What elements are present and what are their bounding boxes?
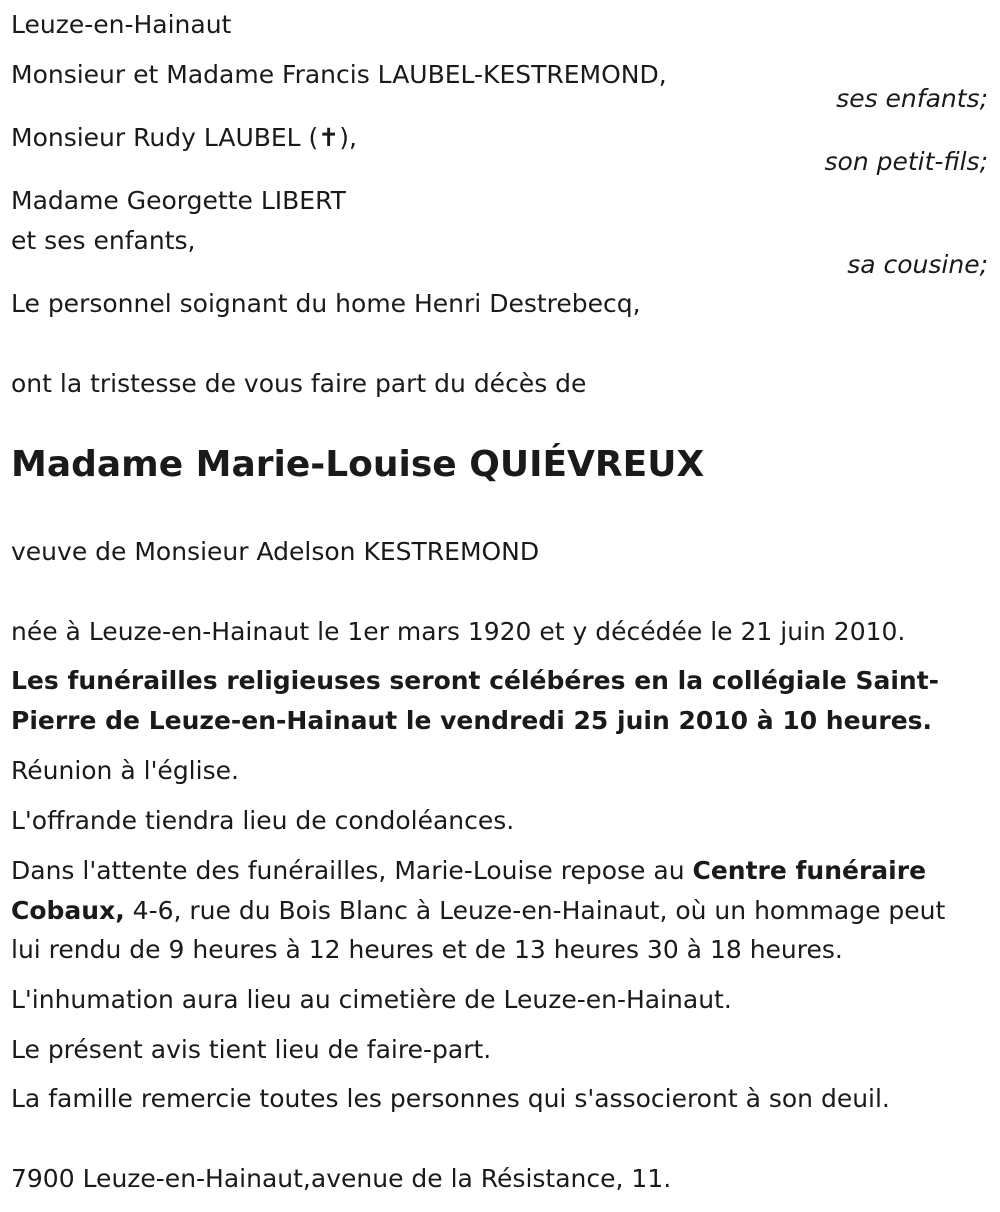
family-member-cousin-line2: et ses enfants, bbox=[11, 226, 196, 255]
family-role-grandson: son petit-fils; bbox=[824, 147, 988, 176]
family-member-care-staff: Le personnel soignant du home Henri Destrebecq, bbox=[11, 289, 641, 318]
repose-text-line1-plain: Dans l'attente des funérailles, Marie-Louise repose au bbox=[11, 856, 693, 885]
family-role-children: ses enfants; bbox=[836, 84, 988, 113]
funeral-center-name: Centre funéraire bbox=[692, 856, 927, 885]
family-member-cousin: Madame Georgette LIBERT bbox=[11, 186, 346, 215]
repose-text-line2 bbox=[11, 896, 945, 926]
widow-of-text: veuve de Monsieur Adelson KESTREMOND bbox=[11, 537, 540, 566]
funeral-text-line2: Pierre de Leuze-en-Hainaut le vendredi 25 juin 2010 à 10 heures. bbox=[11, 706, 933, 735]
notice-text: Le présent avis tient lieu de faire-part. bbox=[11, 1035, 492, 1064]
family-member-grandson: Monsieur Rudy LAUBEL (✝), bbox=[11, 123, 357, 152]
funeral-text-line1: Les funérailles religieuses seront célébéres en la collégiale Saint- bbox=[11, 666, 940, 695]
meeting-text: Réunion à l'église. bbox=[11, 756, 239, 785]
family-role-cousin: sa cousine; bbox=[847, 250, 988, 279]
birth-death-text: née à Leuze-en-Hainaut le 1er mars 1920 et y décédée le 21 juin 2010. bbox=[11, 617, 906, 646]
deceased-name: Madame Marie-Louise QUIÉVREUX bbox=[11, 444, 705, 485]
burial-text: L'inhumation aura lieu au cimetière de Leuze-en-Hainaut. bbox=[11, 985, 732, 1014]
family-address: 7900 Leuze-en-Hainaut,avenue de la Résistance, 11. bbox=[11, 1164, 672, 1193]
announcement-text: ont la tristesse de vous faire part du décès de bbox=[11, 369, 587, 398]
repose-hours-text: lui rendu de 9 heures à 12 heures et de 13 heures 30 à 18 heures. bbox=[11, 935, 843, 964]
thanks-text: La famille remercie toutes les personnes qui s'associeront à son deuil. bbox=[11, 1084, 890, 1113]
family-member-children: Monsieur et Madame Francis LAUBEL-KESTREMOND, bbox=[11, 60, 667, 89]
repose-text-line1 bbox=[11, 856, 926, 886]
town-heading: Leuze-en-Hainaut bbox=[11, 10, 232, 39]
offering-text: L'offrande tiendra lieu de condoléances. bbox=[11, 806, 515, 835]
funeral-center-name-cont: Cobaux, bbox=[11, 896, 125, 925]
repose-address-text: 4-6, rue du Bois Blanc à Leuze-en-Hainaut, où un hommage peut bbox=[124, 896, 946, 925]
